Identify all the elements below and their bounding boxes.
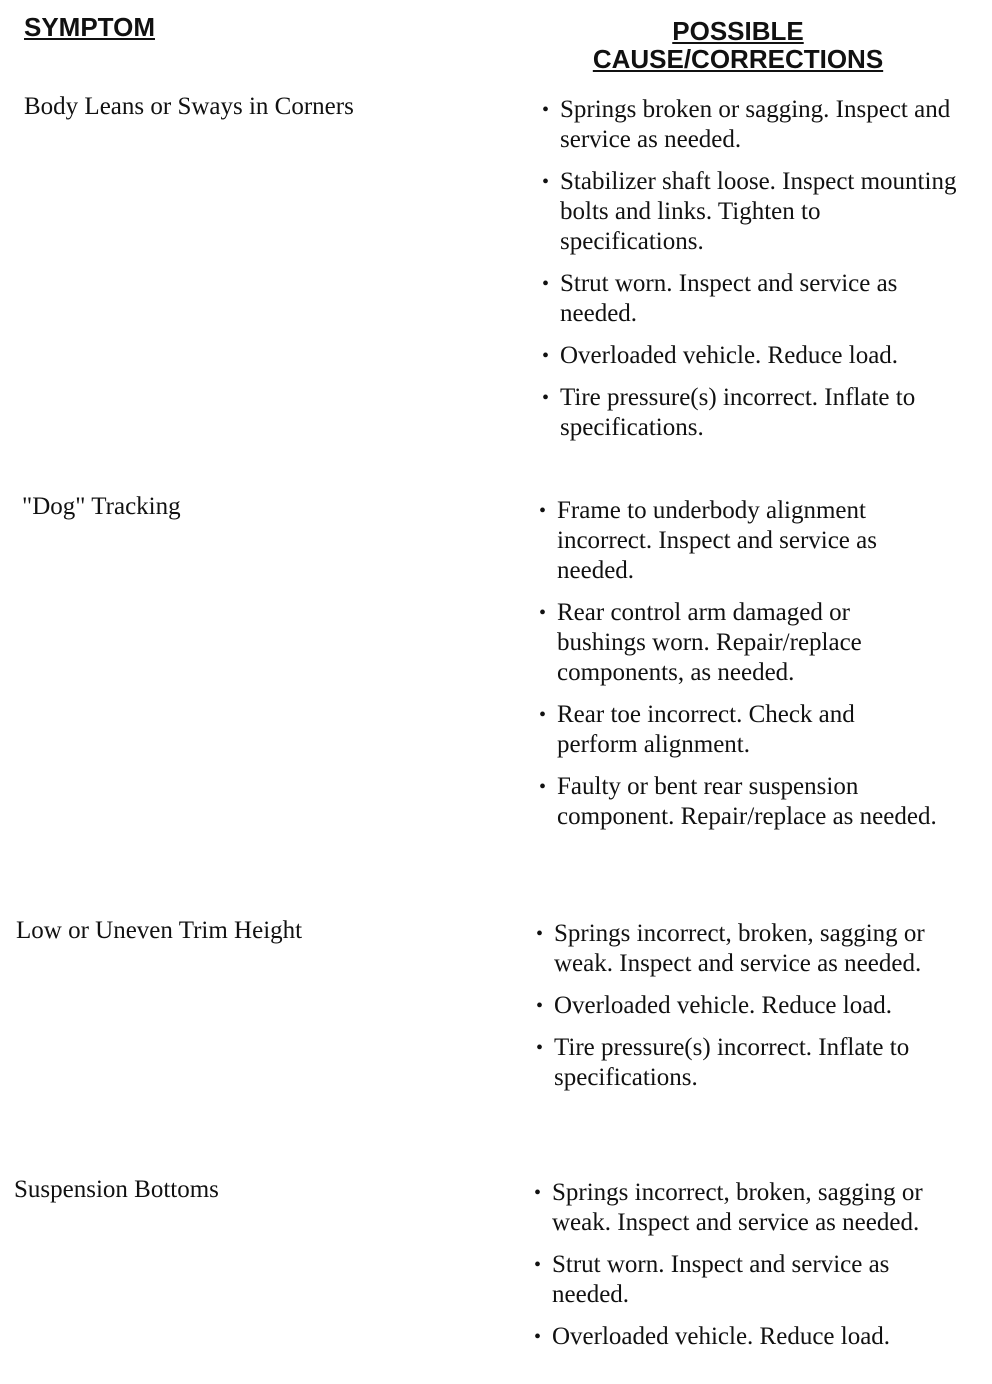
bullet-icon: •: [534, 1182, 542, 1204]
cause-text: Tire pressure(s) incorrect. Inflate to specifications.: [554, 1034, 910, 1091]
bullet-icon: •: [542, 273, 550, 295]
cause-item: [540, 167, 960, 257]
bullet-icon: •: [536, 1037, 544, 1059]
bullet-icon: •: [542, 345, 550, 367]
cause-item: [537, 700, 937, 760]
cause-text: Overloaded vehicle. Reduce load.: [552, 1323, 891, 1350]
bullet-icon: •: [542, 171, 550, 193]
symptom-suspension-bottoms: Suspension Bottoms: [14, 1176, 219, 1203]
cause-item: [532, 1322, 962, 1352]
symptom-column-header: SYMPTOM: [24, 12, 155, 42]
causes-list-suspension-bottoms: [532, 1178, 962, 1364]
cause-text: Frame to underbody alignment incorrect. Inspect and service as needed.: [557, 497, 877, 584]
bullet-icon: •: [536, 923, 544, 945]
bullet-icon: •: [534, 1254, 542, 1276]
causes-list-dog-tracking: [537, 496, 937, 844]
cause-item: [540, 95, 980, 155]
cause-text: Springs broken or sagging. Inspect and service as needed.: [560, 96, 951, 153]
cause-item: [540, 341, 980, 371]
cause-item: [537, 496, 937, 586]
cause-item: [540, 383, 960, 443]
cause-text: Faulty or bent rear suspension component. Repair/replace as needed.: [557, 773, 937, 830]
causes-column-header: [566, 17, 910, 73]
symptom-body-leans: Body Leans or Sways in Corners: [24, 93, 354, 120]
cause-text: Strut worn. Inspect and service as needed.: [560, 270, 898, 327]
causes-list-body-leans: [540, 95, 980, 455]
cause-text: Rear toe incorrect. Check and perform alignment.: [557, 701, 855, 758]
causes-header-line2: CAUSE/CORRECTIONS: [592, 44, 884, 74]
cause-item: [537, 772, 937, 832]
cause-item: [532, 1250, 962, 1310]
cause-text: Overloaded vehicle. Reduce load.: [554, 992, 893, 1019]
bullet-icon: •: [536, 995, 544, 1017]
bullet-icon: •: [542, 387, 550, 409]
causes-list-low-trim-height: [534, 919, 964, 1105]
cause-text: Tire pressure(s) incorrect. Inflate to specifications.: [560, 384, 916, 441]
symptom-low-trim-height: Low or Uneven Trim Height: [16, 917, 303, 944]
cause-text: Rear control arm damaged or bushings worn. Repair/replace components, as needed.: [557, 599, 862, 686]
cause-item: [534, 1033, 954, 1093]
cause-item: [537, 598, 937, 688]
cause-text: Springs incorrect, broken, sagging or weak. Inspect and service as needed.: [552, 1179, 923, 1236]
bullet-icon: •: [534, 1326, 542, 1348]
causes-header-line1: POSSIBLE: [672, 16, 804, 46]
cause-item: [532, 1178, 962, 1238]
bullet-icon: •: [539, 500, 547, 522]
cause-item: [540, 269, 980, 329]
cause-text: Strut worn. Inspect and service as needed.: [552, 1251, 890, 1308]
bullet-icon: •: [539, 776, 547, 798]
bullet-icon: •: [542, 99, 550, 121]
bullet-icon: •: [539, 602, 547, 624]
cause-text: Springs incorrect, broken, sagging or weak. Inspect and service as needed.: [554, 920, 925, 977]
bullet-icon: •: [539, 704, 547, 726]
cause-text: Overloaded vehicle. Reduce load.: [560, 342, 899, 369]
cause-item: [534, 991, 964, 1021]
cause-text: Stabilizer shaft loose. Inspect mounting bolts and links. Tighten to specifications.: [560, 168, 957, 255]
symptom-dog-tracking: "Dog" Tracking: [22, 493, 181, 520]
cause-item: [534, 919, 964, 979]
